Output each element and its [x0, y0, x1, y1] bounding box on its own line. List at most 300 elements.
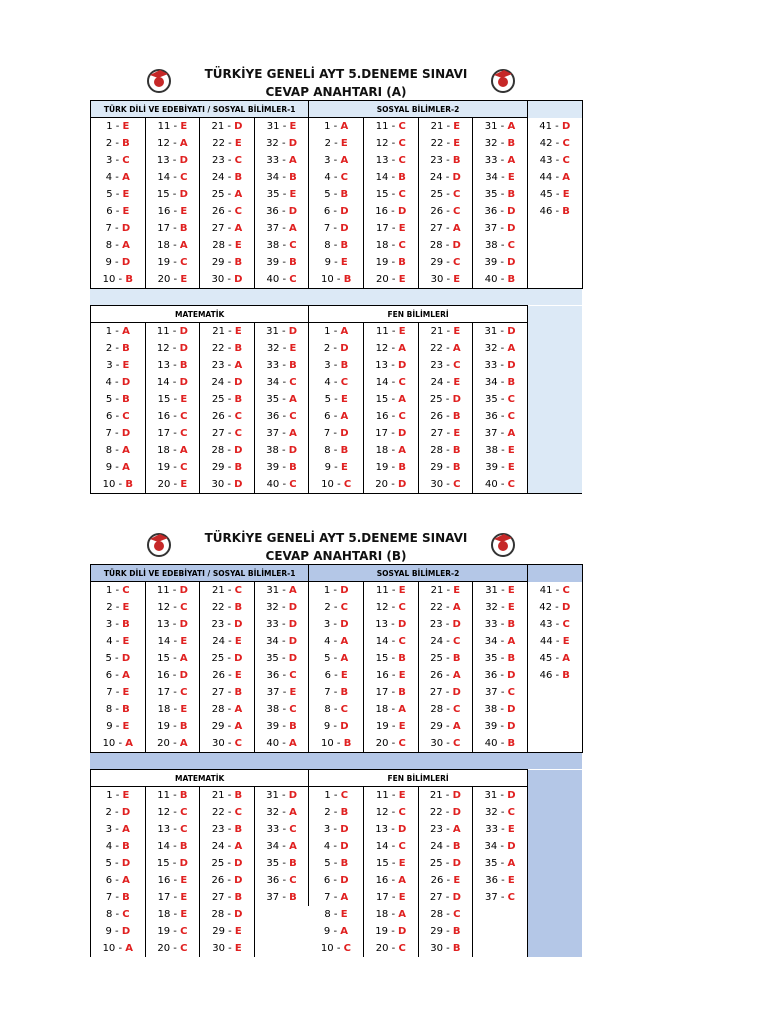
separator: -: [227, 721, 235, 732]
question-number: 24: [212, 636, 229, 647]
separator: -: [115, 257, 122, 268]
question-number: 21: [430, 121, 447, 132]
answer-letter: A: [289, 841, 297, 852]
question-number: 44: [539, 172, 556, 183]
empty-cell: [527, 459, 582, 476]
answer-letter: B: [289, 721, 297, 732]
answer-letter: C: [180, 172, 188, 183]
separator: -: [391, 909, 399, 920]
separator: -: [445, 172, 453, 183]
separator: -: [333, 360, 341, 371]
separator: -: [500, 790, 508, 801]
question-number: 20: [157, 274, 174, 285]
question-number: 36: [484, 670, 501, 681]
separator: -: [115, 462, 123, 473]
question-number: 27: [429, 892, 446, 903]
answer-letter: E: [398, 721, 406, 732]
separator: -: [228, 326, 235, 337]
separator: -: [282, 155, 290, 166]
answer-letter: D: [507, 360, 516, 371]
question-number: 8: [105, 704, 116, 715]
answer-letter: D: [340, 721, 349, 732]
question-number: 23: [211, 619, 228, 630]
answer-cell: [309, 889, 364, 906]
answer-cell: [309, 650, 364, 667]
separator: -: [173, 653, 180, 664]
separator: -: [333, 721, 341, 732]
answer-letter: D: [121, 428, 131, 439]
question-number: 6: [105, 875, 116, 886]
table-row: [91, 203, 583, 220]
answer-cell: [254, 169, 309, 186]
separator: -: [227, 428, 235, 439]
question-number: 24: [211, 172, 228, 183]
question-number: 15: [157, 653, 174, 664]
answer-letter: D: [179, 585, 188, 596]
answer-letter: A: [289, 428, 297, 439]
table-row: [91, 599, 583, 616]
answer-letter: D: [507, 206, 516, 217]
question-number: 27: [429, 687, 446, 698]
question-number: 37: [266, 223, 283, 234]
question-number: 29: [430, 257, 447, 268]
separator: -: [446, 875, 454, 886]
answer-letter: A: [398, 875, 407, 886]
answer-cell: [473, 889, 528, 906]
answer-letter: C: [180, 257, 188, 268]
answer-letter: A: [340, 892, 349, 903]
separator: -: [282, 274, 290, 285]
answer-cell: [473, 152, 528, 169]
question-number: 34: [266, 377, 283, 388]
answer-cell: [91, 735, 146, 753]
answer-cell: [363, 254, 418, 271]
table-row: [91, 169, 583, 186]
answer-cell: [527, 667, 582, 684]
table-row: [91, 391, 583, 408]
answer-cell: [91, 459, 146, 476]
answer-letter: A: [179, 653, 188, 664]
question-number: 9: [323, 926, 334, 937]
question-number: 6: [324, 670, 335, 681]
question-number: 6: [105, 411, 116, 422]
question-number: 30: [211, 479, 228, 490]
separator: -: [173, 636, 181, 647]
answer-cell: [254, 220, 309, 237]
separator: -: [555, 155, 563, 166]
answer-letter: E: [122, 790, 130, 801]
question-number: 19: [375, 462, 392, 473]
section-header: FEN BİLİMLERİ: [309, 306, 527, 323]
table-row: [91, 838, 583, 855]
question-number: 23: [211, 824, 228, 835]
answer-cell: [145, 889, 200, 906]
section-header: MATEMATİK: [91, 770, 309, 787]
answer-cell: [309, 374, 364, 391]
answer-letter: C: [289, 670, 297, 681]
answer-cell: [145, 582, 200, 600]
answer-letter: A: [234, 721, 243, 732]
answer-letter: B: [234, 892, 243, 903]
question-number: 16: [156, 670, 173, 681]
answer-cell: [91, 442, 146, 459]
separator: -: [333, 790, 341, 801]
question-number: 8: [324, 704, 334, 715]
question-number: 29: [211, 721, 228, 732]
answer-cell: [418, 684, 473, 701]
question-number: 9: [105, 462, 116, 473]
question-number: 23: [429, 619, 446, 630]
answer-cell: [309, 186, 364, 203]
answer-letter: C: [398, 841, 406, 852]
separator: -: [391, 943, 399, 954]
separator: -: [282, 360, 290, 371]
answer-cell: [200, 459, 255, 476]
question-number: 25: [211, 858, 228, 869]
answer-cell: [363, 701, 418, 718]
question-number: 1: [324, 326, 334, 337]
question-number: 33: [484, 155, 501, 166]
table-row: [91, 718, 583, 735]
answer-letter: D: [179, 670, 188, 681]
separator: -: [115, 138, 123, 149]
answer-letter: B: [122, 704, 130, 715]
answer-letter: B: [122, 343, 130, 354]
answer-letter: C: [507, 394, 516, 405]
answer-letter: D: [179, 343, 188, 354]
answer-letter: D: [452, 807, 461, 818]
question-number: 30: [211, 274, 228, 285]
answer-letter: A: [562, 172, 570, 183]
answer-letter: B: [507, 189, 516, 200]
question-number: 36: [485, 875, 502, 886]
answer-cell: [473, 599, 528, 616]
answer-cell: [200, 701, 255, 718]
answer-letter: B: [398, 257, 406, 268]
answer-cell: [145, 135, 200, 152]
answer-letter: D: [340, 619, 349, 630]
separator: -: [391, 875, 399, 886]
answer-cell: [91, 237, 146, 254]
answer-cell: [145, 118, 200, 136]
separator: -: [555, 670, 563, 681]
answer-letter: B: [507, 377, 516, 388]
separator: -: [333, 807, 341, 818]
answer-letter: C: [289, 411, 297, 422]
answer-letter: D: [234, 445, 243, 456]
separator: -: [500, 479, 508, 490]
separator: -: [333, 926, 341, 937]
separator: -: [391, 343, 399, 354]
question-number: 43: [539, 155, 556, 166]
answer-cell: [309, 425, 364, 442]
empty-cell: [527, 271, 582, 289]
question-number: 19: [375, 721, 392, 732]
answer-cell: [200, 735, 255, 753]
answer-letter: E: [122, 636, 130, 647]
question-number: 9: [324, 462, 335, 473]
answer-letter: C: [234, 411, 242, 422]
answer-cell: [363, 169, 418, 186]
question-number: 20: [375, 943, 392, 954]
answer-cell: [200, 237, 255, 254]
empty-cell: [527, 855, 582, 872]
question-number: 13: [375, 824, 392, 835]
table-row: [91, 906, 583, 923]
answer-letter: A: [452, 721, 461, 732]
question-number: 8: [105, 909, 116, 920]
question-number: 8: [324, 240, 334, 251]
separator: -: [227, 394, 235, 405]
separator: -: [333, 858, 341, 869]
separator: -: [227, 841, 235, 852]
separator: -: [336, 943, 344, 954]
separator: -: [173, 687, 181, 698]
question-number: 31: [484, 121, 501, 132]
separator: -: [391, 807, 399, 818]
answer-cell: [91, 599, 146, 616]
booklet-title-line-1: TÜRKİYE GENELİ AYT 5.DENEME SINAVI: [204, 531, 468, 545]
separator: -: [115, 892, 123, 903]
answer-letter: E: [453, 121, 461, 132]
separator: -: [446, 411, 453, 422]
answer-cell: [473, 271, 528, 289]
question-number: 8: [324, 909, 334, 920]
table-row: [91, 804, 583, 821]
separator: -: [446, 824, 453, 835]
separator: -: [500, 411, 508, 422]
answer-cell: [145, 599, 200, 616]
question-number: 36: [266, 670, 283, 681]
answer-letter: E: [289, 121, 297, 132]
answer-letter: B: [398, 462, 406, 473]
question-number: 22: [430, 138, 447, 149]
answer-cell: [418, 889, 473, 906]
question-number: 15: [375, 653, 392, 664]
answer-letter: E: [289, 189, 297, 200]
answer-letter: D: [452, 172, 461, 183]
table-row: [91, 135, 583, 152]
answer-letter: D: [452, 687, 461, 698]
answer-letter: C: [507, 240, 515, 251]
question-number: 35: [484, 189, 501, 200]
separator: -: [391, 653, 399, 664]
answer-cell: [364, 804, 419, 821]
question-number: 21: [211, 585, 228, 596]
answer-cell: [309, 476, 364, 494]
answer-cell: [254, 340, 309, 357]
answer-letter: C: [507, 479, 516, 490]
answer-letter: E: [507, 824, 515, 835]
answer-cell: [145, 271, 200, 289]
separator: -: [446, 636, 454, 647]
separator: -: [391, 240, 399, 251]
answer-letter: B: [179, 360, 188, 371]
question-number: 36: [484, 206, 501, 217]
question-number: 40: [484, 274, 501, 285]
answer-cell: [473, 118, 528, 136]
answer-letter: A: [179, 240, 188, 251]
answer-cell: [91, 582, 146, 600]
answer-letter: E: [122, 206, 130, 217]
answer-cell: [200, 872, 255, 889]
answer-letter: D: [234, 479, 243, 490]
question-number: 7: [105, 428, 116, 439]
question-number: 4: [324, 377, 334, 388]
question-number: 11: [376, 326, 392, 337]
answer-letter: B: [289, 892, 297, 903]
booklet-header: [90, 528, 582, 564]
answer-letter: B: [289, 172, 297, 183]
answer-letter: D: [452, 892, 461, 903]
question-number: 4: [323, 841, 334, 852]
exam-logo-icon: [146, 532, 172, 558]
answer-cell: [473, 701, 528, 718]
separator: -: [391, 479, 398, 490]
separator: -: [500, 240, 508, 251]
answer-cell: [473, 718, 528, 735]
question-number: 3: [106, 360, 116, 371]
separator: -: [333, 892, 341, 903]
answer-letter: B: [289, 462, 297, 473]
separator: -: [391, 824, 398, 835]
answer-letter: B: [125, 274, 133, 285]
question-number: 3: [324, 360, 334, 371]
answer-table-tde-sosyal: [90, 100, 583, 289]
table-row: [91, 442, 583, 459]
section-header: SOSYAL BİLİMLER-2: [309, 565, 527, 582]
separator: -: [500, 619, 508, 630]
separator: -: [445, 858, 453, 869]
answer-cell: [91, 718, 146, 735]
answer-cell: [254, 357, 309, 374]
separator: -: [227, 121, 235, 132]
answer-cell: [309, 203, 364, 220]
separator: -: [173, 875, 181, 886]
question-number: 1: [105, 585, 116, 596]
answer-letter: E: [234, 138, 242, 149]
answer-letter: C: [122, 585, 130, 596]
empty-cell: [527, 838, 582, 855]
separator: -: [282, 462, 290, 473]
table-row: [91, 667, 583, 684]
question-number: 7: [324, 892, 334, 903]
question-number: 33: [484, 619, 501, 630]
question-number: 27: [211, 892, 228, 903]
answer-cell: [91, 220, 146, 237]
answer-letter: B: [340, 687, 349, 698]
answer-cell: [473, 650, 528, 667]
question-number: 13: [375, 619, 392, 630]
question-number: 11: [157, 790, 174, 801]
answer-letter: C: [453, 704, 461, 715]
answer-letter: E: [234, 636, 242, 647]
answer-letter: C: [340, 602, 349, 613]
answer-cell: [364, 476, 419, 494]
answer-letter: C: [180, 428, 188, 439]
separator: -: [446, 926, 453, 937]
separator: -: [391, 360, 398, 371]
answer-cell: [473, 787, 528, 805]
separator: -: [227, 858, 235, 869]
separator: -: [333, 602, 341, 613]
answer-cell: [200, 787, 255, 805]
answer-cell: [309, 271, 364, 289]
question-number: 31: [266, 326, 282, 337]
separator: -: [500, 326, 508, 337]
answer-cell: [200, 186, 255, 203]
answer-cell: [309, 872, 364, 889]
question-number: 11: [157, 121, 174, 132]
answer-cell: [418, 838, 473, 855]
answer-cell: [200, 254, 255, 271]
separator: -: [500, 155, 508, 166]
question-number: 38: [266, 445, 282, 456]
separator: -: [555, 206, 563, 217]
answer-letter: B: [340, 858, 349, 869]
table-row: [91, 254, 583, 271]
separator: -: [391, 411, 399, 422]
empty-cell: [473, 923, 528, 940]
answer-letter: C: [562, 619, 570, 630]
answer-key-booklet-a: [90, 64, 582, 494]
separator: -: [173, 926, 181, 937]
question-number: 24: [211, 841, 228, 852]
separator: -: [446, 841, 453, 852]
answer-cell: [145, 442, 200, 459]
empty-cell: [527, 425, 582, 442]
answer-cell: [254, 459, 309, 476]
answer-cell: [364, 787, 419, 805]
answer-letter: C: [289, 240, 297, 251]
answer-cell: [473, 323, 528, 341]
question-number: 29: [430, 926, 447, 937]
question-number: 32: [266, 602, 282, 613]
answer-letter: E: [398, 274, 406, 285]
separator: -: [115, 223, 122, 234]
question-number: 37: [266, 892, 283, 903]
answer-cell: [200, 804, 255, 821]
answer-cell: [418, 701, 473, 718]
separator: -: [445, 394, 453, 405]
separator: -: [173, 445, 180, 456]
answer-cell: [418, 442, 473, 459]
answer-letter: D: [288, 602, 298, 613]
answer-cell: [309, 940, 364, 957]
separator: -: [391, 670, 399, 681]
answer-cell: [418, 118, 473, 136]
answer-cell: [91, 391, 146, 408]
answer-cell: [418, 237, 473, 254]
separator: -: [282, 721, 290, 732]
table-row: [91, 872, 583, 889]
separator: -: [173, 824, 181, 835]
answer-cell: [91, 650, 146, 667]
answer-letter: E: [180, 875, 188, 886]
question-number: 19: [157, 462, 174, 473]
question-number: 6: [323, 206, 334, 217]
answer-cell: [91, 889, 146, 906]
question-number: 17: [376, 892, 392, 903]
question-number: 17: [157, 892, 174, 903]
answer-cell: [254, 855, 309, 872]
answer-cell: [418, 906, 473, 923]
table-row: [91, 118, 583, 136]
answer-cell: [527, 633, 582, 650]
question-number: 21: [429, 790, 446, 801]
question-number: 7: [324, 687, 334, 698]
table-row: [91, 408, 583, 425]
